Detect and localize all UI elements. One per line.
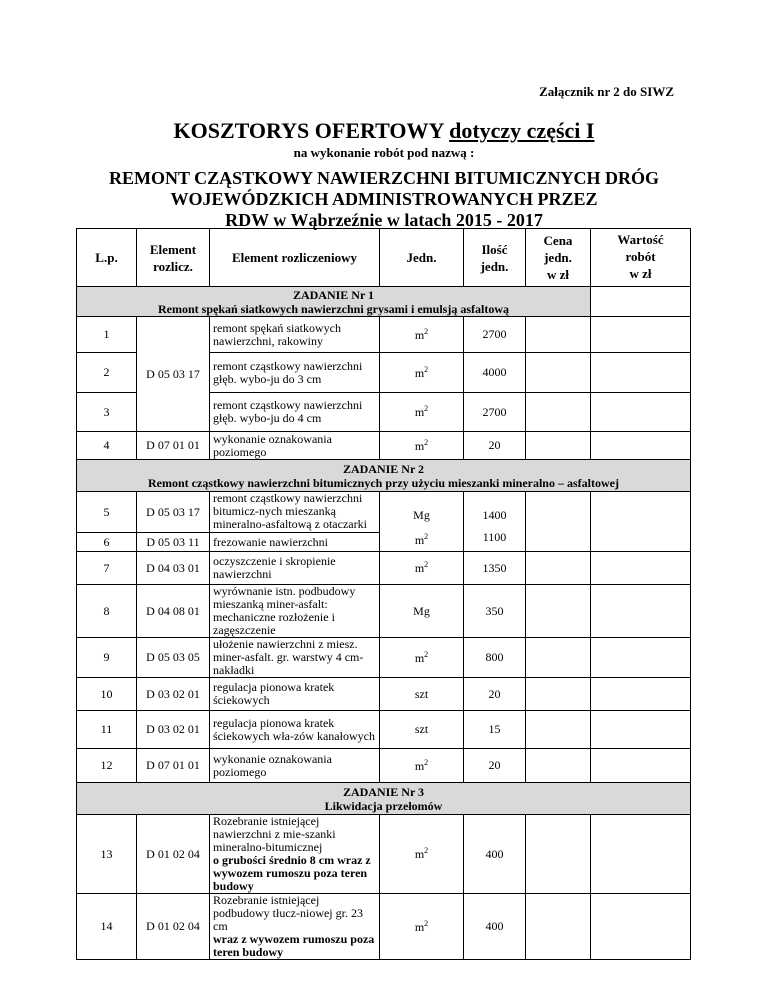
row-qty: 800 <box>464 638 526 678</box>
row-wartosc <box>591 585 691 638</box>
row-wartosc <box>591 894 691 960</box>
table-row <box>77 894 691 960</box>
header-lp: L.p. <box>77 229 137 287</box>
row-cena <box>526 678 591 711</box>
zadanie-2-title: ZADANIE Nr 2 <box>342 461 425 476</box>
row-lp: 14 <box>77 894 137 960</box>
row-cena <box>526 585 591 638</box>
row-cena <box>526 353 591 393</box>
heading-line-3: RDW w Wąbrzeźnie w latach 2015 - 2017 <box>225 210 543 230</box>
row-qty: 20 <box>464 678 526 711</box>
row-desc: remont cząstkowy nawierzchni bitumicz-nych mieszanką mineralno-asfaltową z otaczarki <box>210 492 380 533</box>
zadanie-3-desc: Likwidacja przełomów <box>324 798 443 813</box>
table-row <box>77 678 691 711</box>
table-row <box>77 432 691 460</box>
page-title <box>0 118 768 144</box>
row-lp: 10 <box>77 678 137 711</box>
row-desc: wyrównanie istn. podbudowy mieszanką miner-asfalt: mechaniczne rozłożenie i zagęszczenie <box>210 585 380 638</box>
row-desc: regulacja pionowa kratek ściekowych wła-zów kanałowych <box>210 711 380 749</box>
row-unit: $m^2$ <box>380 393 464 432</box>
row-unit: $m^2$ <box>380 749 464 783</box>
row-unit: Mg <box>380 585 464 638</box>
row-wartosc <box>591 711 691 749</box>
row-desc: wykonanie oznakowania poziomego <box>210 432 380 460</box>
row-desc: remont spękań siatkowych nawierzchni, rakowiny <box>210 317 380 353</box>
row-wartosc <box>591 432 691 460</box>
row-cena <box>526 317 591 353</box>
row-unit-group <box>380 492 464 552</box>
row-desc: regulacja pionowa kratek ściekowych <box>210 678 380 711</box>
row-lp: 13 <box>77 815 137 894</box>
table-row <box>77 552 691 585</box>
row-desc: frezowanie nawierzchni <box>210 533 380 552</box>
row-unit: $m^2$ <box>380 894 464 960</box>
heading-line-2: WOJEWÓDZKICH ADMINISTROWANYCH PRZEZ <box>170 189 598 209</box>
row-element: D 04 03 01 <box>137 552 210 585</box>
row-wartosc <box>591 678 691 711</box>
row-cena <box>526 432 591 460</box>
section-zadanie-1 <box>77 287 691 317</box>
row-qty: 20 <box>464 432 526 460</box>
row-lp: 11 <box>77 711 137 749</box>
row-qty-group <box>464 492 526 552</box>
row-wartosc <box>591 638 691 678</box>
zadanie-1-title: ZADANIE Nr 1 <box>292 287 375 302</box>
row-wartosc <box>591 393 691 432</box>
header-element-rozlicz: Element rozlicz. <box>137 229 210 287</box>
row-element: D 04 08 01 <box>137 585 210 638</box>
row-element: D 07 01 01 <box>137 432 210 460</box>
row-cena <box>526 711 591 749</box>
row-element: D 05 03 05 <box>137 638 210 678</box>
row-lp: 7 <box>77 552 137 585</box>
row-desc: wykonanie oznakowania poziomego <box>210 749 380 783</box>
row-desc: remont cząstkowy nawierzchni głęb. wybo-ju do 4 cm <box>210 393 380 432</box>
attachment-label: Załącznik nr 2 do SIWZ <box>539 84 674 99</box>
row-desc-bold: o grubości średnio 8 cm wraz z wywozem rumoszu poza teren budowy <box>213 853 371 893</box>
zadanie-2-desc: Remont cząstkowy nawierzchni bitumicznych przy użyciu mieszanki mineralno – asfaltowej <box>148 475 619 490</box>
row-qty: 15 <box>464 711 526 749</box>
row-qty: 400 <box>464 894 526 960</box>
row-cena <box>526 393 591 432</box>
row-desc-text: Rozebranie istniejącej podbudowy tłucz-niowej gr. 23 cm <box>213 893 363 933</box>
row-desc <box>210 815 380 894</box>
row-lp: 5 <box>77 492 137 533</box>
row-cena <box>526 815 591 894</box>
row-element: D 05 03 11 <box>137 533 210 552</box>
row-desc-bold: wraz z wywozem rumoszu poza teren budowy <box>213 932 375 959</box>
row-qty: 2700 <box>464 317 526 353</box>
zadanie-3-title: ZADANIE Nr 3 <box>342 784 425 799</box>
header-ilosc: Ilość jedn. <box>464 229 526 287</box>
row-desc <box>210 894 380 960</box>
row-wartosc <box>591 749 691 783</box>
row-cena <box>526 492 591 552</box>
row-wartosc <box>591 552 691 585</box>
row-unit: $m^2$ <box>380 815 464 894</box>
row-unit: Mg <box>413 508 430 522</box>
row-unit: $m^2$ <box>380 317 464 353</box>
row-qty: 1100 <box>482 530 507 544</box>
row-qty: 400 <box>464 815 526 894</box>
title-underlined: dotyczy części I <box>449 118 595 143</box>
row-desc: oczyszczenie i skropienie nawierzchni <box>210 552 380 585</box>
table-row <box>77 492 691 533</box>
table-row <box>77 749 691 783</box>
row-wartosc <box>591 815 691 894</box>
row-lp: 12 <box>77 749 137 783</box>
row-wartosc <box>591 492 691 552</box>
row-cena <box>526 894 591 960</box>
row-element: D 03 02 01 <box>137 678 210 711</box>
row-desc: remont cząstkowy nawierzchni głęb. wybo-ju do 3 cm <box>210 353 380 393</box>
header-cena: Cena jedn. w zł <box>526 229 591 287</box>
table-row <box>77 711 691 749</box>
row-element: D 05 03 17 <box>137 317 210 432</box>
table-row <box>77 815 691 894</box>
row-element: D 01 02 04 <box>137 815 210 894</box>
row-desc-text: Rozebranie istniejącej nawierzchni z mie-szanki mineralno-bitumicznej <box>213 814 336 854</box>
title-main: KOSZTORYS OFERTOWY <box>173 118 444 143</box>
row-unit: $m^2$ <box>380 432 464 460</box>
row-lp: 6 <box>77 533 137 552</box>
row-desc: ułożenie nawierzchni z miesz. miner-asfalt. gr. warstwy 4 cm- nakładki <box>210 638 380 678</box>
row-unit: szt <box>380 678 464 711</box>
row-cena <box>526 749 591 783</box>
row-cena <box>526 552 591 585</box>
table-header-row <box>77 229 691 287</box>
header-wartosc: Wartość robót w zł <box>591 229 691 287</box>
row-wartosc <box>591 353 691 393</box>
row-lp: 8 <box>77 585 137 638</box>
section-zadanie-2 <box>77 460 691 492</box>
row-unit: $m^2$ <box>380 353 464 393</box>
row-wartosc <box>591 317 691 353</box>
row-qty: 1350 <box>464 552 526 585</box>
row-unit: szt <box>380 711 464 749</box>
table-row <box>77 585 691 638</box>
zadanie-1-desc: Remont spękań siatkowych nawierzchni grysami i emulsją asfaltową <box>158 301 509 316</box>
row-qty: 2700 <box>464 393 526 432</box>
row-element: D 03 02 01 <box>137 711 210 749</box>
row-qty: 350 <box>464 585 526 638</box>
table-row <box>77 317 691 353</box>
row-lp: 3 <box>77 393 137 432</box>
row-element: D 05 03 17 <box>137 492 210 533</box>
row-element: D 01 02 04 <box>137 894 210 960</box>
row-cena <box>526 638 591 678</box>
row-lp: 1 <box>77 317 137 353</box>
row-qty: 4000 <box>464 353 526 393</box>
row-qty: 20 <box>464 749 526 783</box>
header-jedn: Jedn. <box>380 229 464 287</box>
row-lp: 9 <box>77 638 137 678</box>
row-unit: $m^2$ <box>414 532 429 547</box>
page-subtitle: na wykonanie robót pod nazwą : <box>293 145 475 160</box>
row-lp: 4 <box>77 432 137 460</box>
row-qty: 1400 <box>482 508 507 522</box>
row-unit: $m^2$ <box>380 552 464 585</box>
row-element: D 07 01 01 <box>137 749 210 783</box>
table-row <box>77 638 691 678</box>
cost-estimate-table <box>76 228 691 960</box>
section-zadanie-3 <box>77 783 691 815</box>
heading-line-1: REMONT CZĄSTKOWY NAWIERZCHNI BITUMICZNYCH DRÓG <box>108 168 660 188</box>
project-heading <box>0 168 768 231</box>
row-unit: $m^2$ <box>380 638 464 678</box>
row-lp: 2 <box>77 353 137 393</box>
header-element-rozliczeniowy: Element rozliczeniowy <box>210 229 380 287</box>
